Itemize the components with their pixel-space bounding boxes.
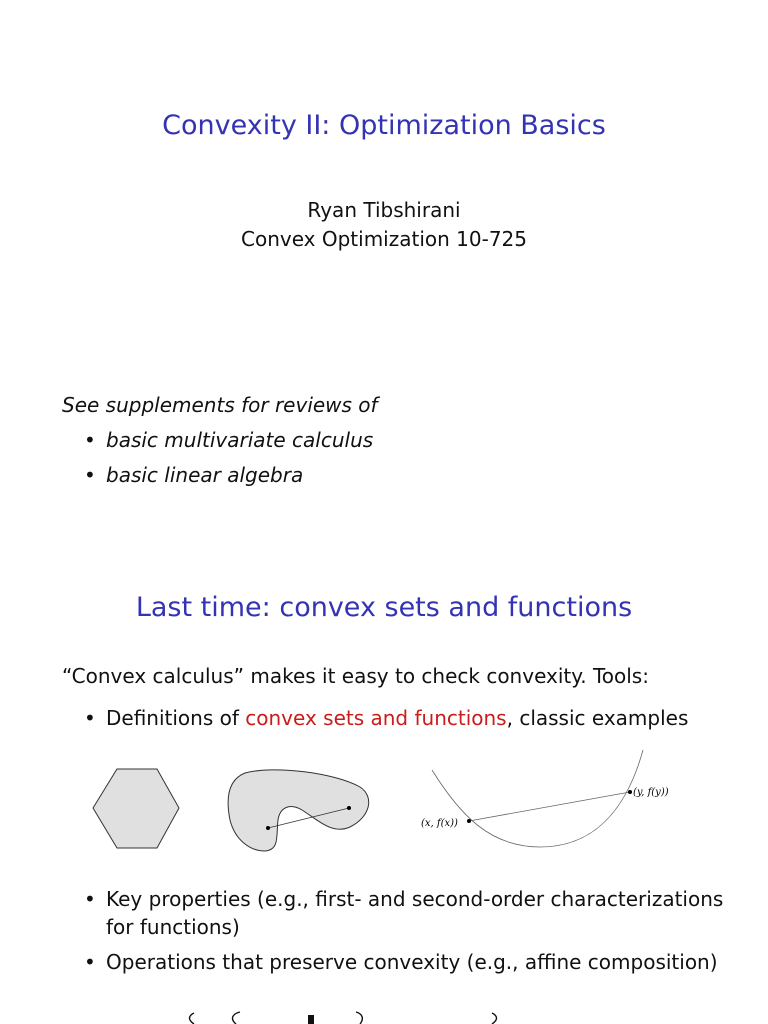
point-y-marker	[628, 790, 632, 794]
point-x-marker	[467, 819, 471, 823]
supplement-item-label: basic linear algebra	[106, 463, 304, 487]
nonconvex-blob	[228, 770, 369, 851]
nonconvex-set-figure	[220, 765, 375, 860]
supplement-item	[84, 428, 484, 454]
chord-endpoint	[347, 806, 351, 810]
secant-line	[469, 792, 630, 821]
slide1-title: Convexity II: Optimization Basics	[162, 110, 606, 141]
definitions-suffix: , classic examples	[506, 706, 689, 730]
supplements-intro: See supplements for reviews of	[62, 393, 378, 417]
formula-fragment	[180, 1010, 510, 1024]
tool-item-operations	[84, 950, 724, 976]
properties-line1: Key properties (e.g., first- and second-order characterizations	[106, 887, 724, 911]
bullet-icon: •	[84, 463, 96, 487]
operations-text: Operations that preserve convexity (e.g., affine composition)	[106, 950, 718, 974]
convex-curve	[432, 750, 643, 847]
tools-intro: “Convex calculus” makes it easy to check convexity. Tools:	[62, 664, 649, 688]
convex-function-figure	[410, 745, 680, 855]
tool-item-definitions	[84, 706, 724, 732]
bullet-icon: •	[84, 428, 96, 452]
definitions-prefix: Definitions of	[106, 706, 246, 730]
label-point-x: (x, f(x))	[421, 818, 458, 829]
convex-sets-link: convex sets and functions	[245, 706, 507, 730]
supplement-item	[84, 463, 484, 489]
tool-item-properties	[84, 887, 724, 943]
chord-endpoint	[266, 826, 270, 830]
bullet-icon: •	[84, 706, 96, 730]
bullet-icon: •	[84, 887, 96, 911]
author-name: Ryan Tibshirani	[307, 198, 461, 222]
supplement-item-label: basic multivariate calculus	[106, 428, 374, 452]
convex-hexagon	[93, 769, 179, 848]
slide2-title: Last time: convex sets and functions	[135, 592, 633, 623]
label-point-y: (y, f(y))	[633, 787, 669, 798]
course-name: Convex Optimization 10-725	[241, 227, 527, 251]
properties-line2: for functions)	[106, 915, 240, 939]
hexagon-figure	[80, 760, 190, 860]
bullet-icon: •	[84, 950, 96, 974]
